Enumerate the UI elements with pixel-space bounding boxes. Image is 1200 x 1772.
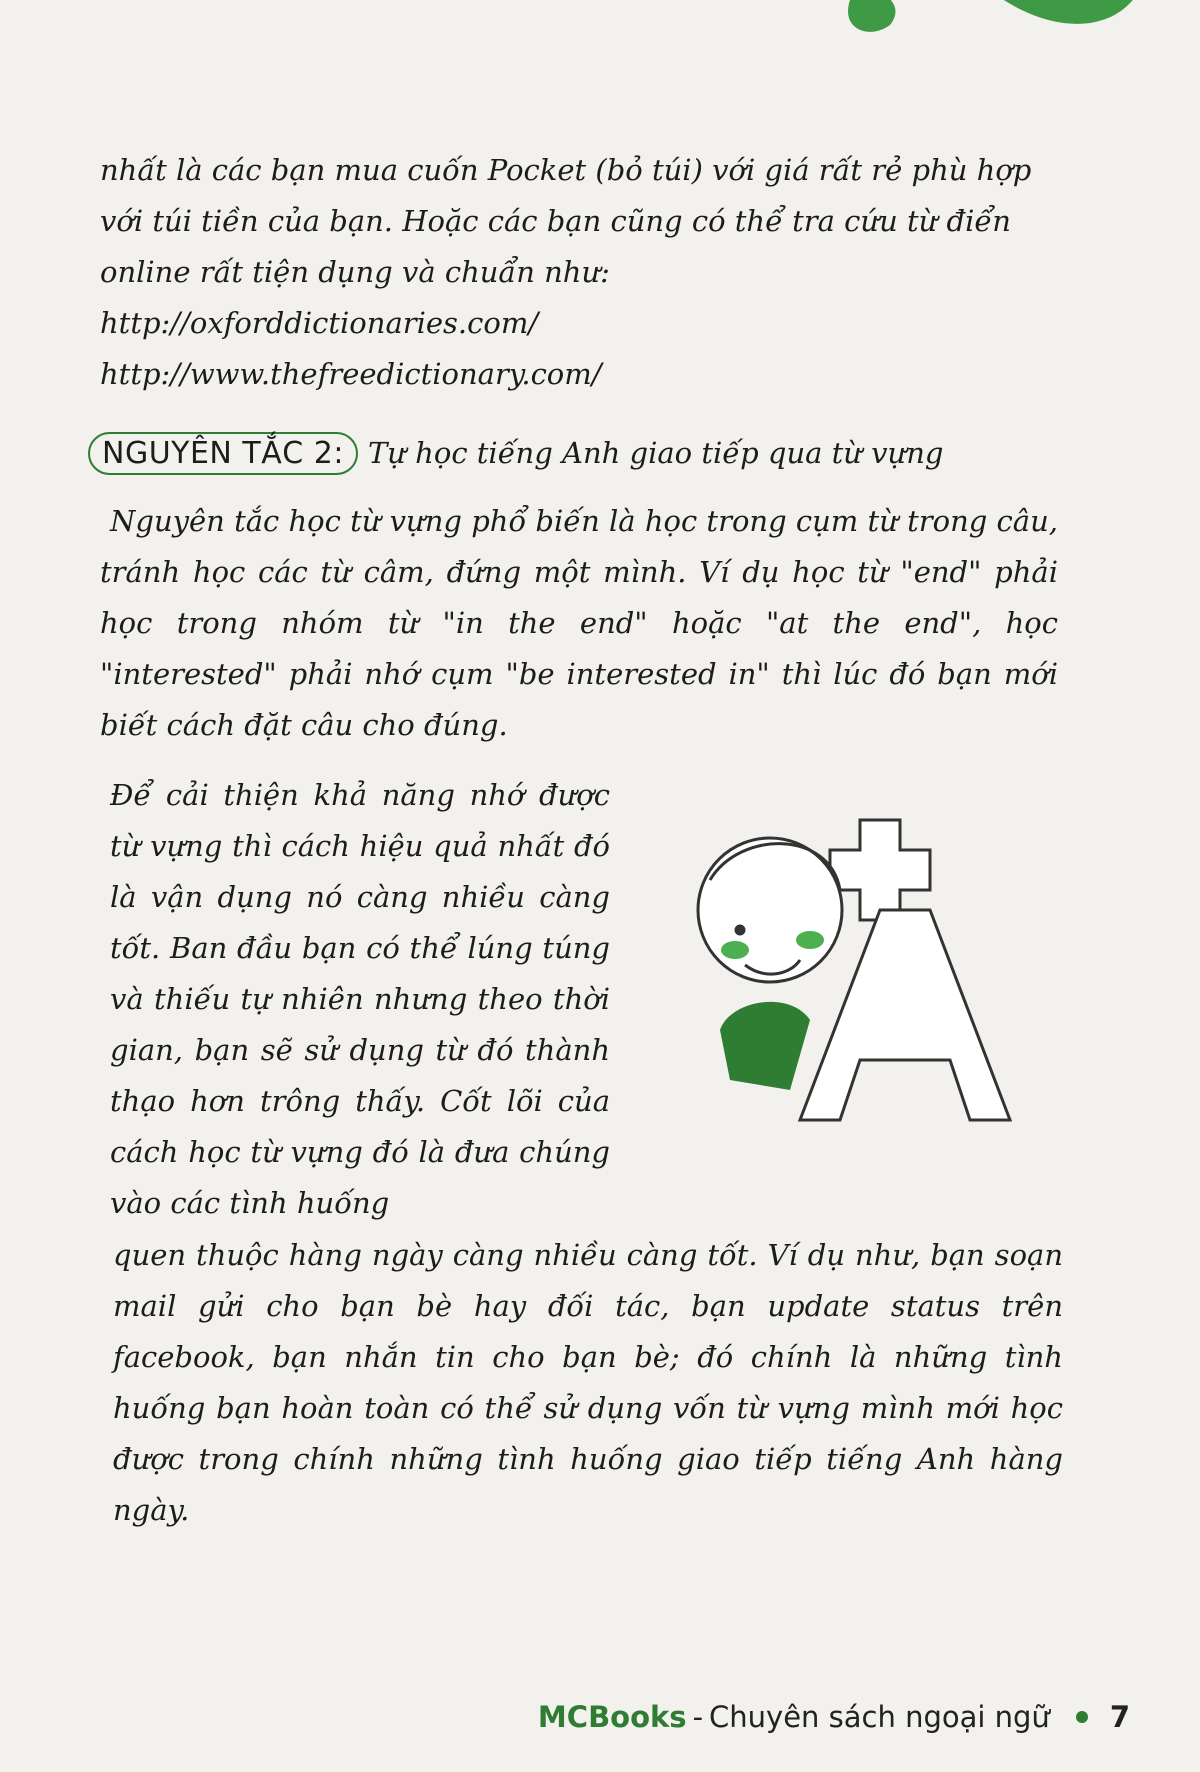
rule-title: Tự học tiếng Anh giao tiếp qua từ vựng bbox=[367, 436, 944, 470]
intro-line: nhất là các bạn mua cuốn Pocket (bỏ túi) với giá rất rẻ phù hợp bbox=[100, 153, 1032, 187]
intro-section bbox=[100, 145, 1058, 400]
rule-badge: NGUYÊN TẮC 2: bbox=[88, 432, 358, 475]
page-footer bbox=[538, 1700, 1130, 1734]
freedictionary-link[interactable]: http://www.thefreedictionary.com/ bbox=[100, 357, 602, 391]
paragraph-3 bbox=[113, 1230, 1063, 1536]
bullet-icon bbox=[1076, 1711, 1088, 1723]
intro-line: với túi tiền của bạn. Hoặc các bạn cũng có thể tra cứu từ điển bbox=[100, 204, 1011, 238]
footer-brand: MCBooks bbox=[537, 1700, 687, 1734]
paragraph-1 bbox=[100, 496, 1058, 751]
oxford-link[interactable]: http://oxforddictionaries.com/ bbox=[100, 306, 539, 340]
paragraph-text: Để cải thiện khả năng nhớ được từ vựng thì cách hiệu quả nhất đó là vận dụng nó càng nhiều càng tốt. Ban đầu bạn có thể lúng túng và thiếu tự nhiên nhưng theo thời gian, bạn sẽ sử dụng từ đó thành thạo hơn trông thấy. Cốt lõi của cách học từ vựng đó là đưa chúng vào các tình huống bbox=[110, 778, 610, 1220]
paragraph-2 bbox=[110, 770, 610, 1229]
student-with-a-plus-illustration bbox=[680, 790, 1060, 1170]
paragraph-text: Nguyên tắc học từ vựng phổ biến là học trong cụm từ trong câu, tránh học các từ câm, đứng một mình. Ví dụ học từ "end" phải học trong nhóm từ "in the end" hoặc "at the end", học "interested" phải nhớ cụm "be interested in" thì lúc đó bạn mới biết cách đặt câu cho đúng. bbox=[100, 504, 1058, 742]
rule-heading bbox=[88, 424, 943, 482]
footer-separator: - bbox=[692, 1700, 704, 1734]
page-number: 7 bbox=[1109, 1700, 1130, 1734]
intro-line: online rất tiện dụng và chuẩn như: bbox=[100, 255, 610, 289]
leaf-decoration-icon bbox=[810, 0, 1140, 50]
footer-tagline: Chuyên sách ngoại ngữ bbox=[709, 1700, 1050, 1734]
paragraph-text: quen thuộc hàng ngày càng nhiều càng tốt. Ví dụ như, bạn soạn mail gửi cho bạn bè hay đối tác, bạn update status trên facebook, bạn nhắn tin cho bạn bè; đó chính là những tình huống bạn hoàn toàn có thể sử dụng vốn từ vựng mình mới học được trong chính những tình huống giao tiếp tiếng Anh hàng ngày. bbox=[113, 1238, 1063, 1527]
